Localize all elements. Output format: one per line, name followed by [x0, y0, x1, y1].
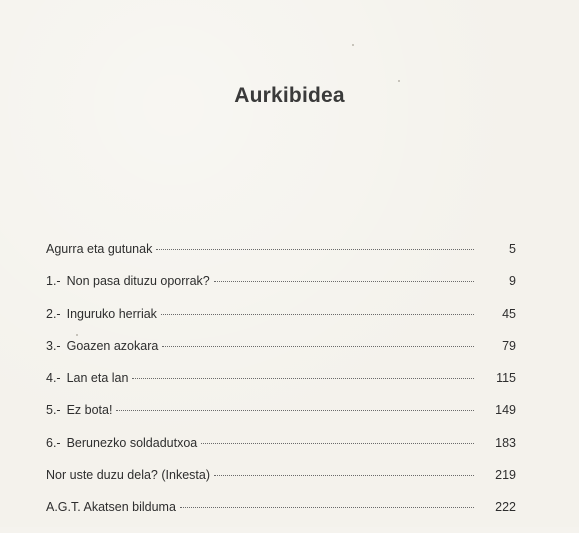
toc-dot-leader: [156, 249, 474, 250]
toc-entry-label: Nor uste duzu dela? (Inkesta): [46, 468, 210, 483]
toc-dot-leader: [162, 346, 474, 347]
toc-entry-label: Agurra eta gutunak: [46, 242, 153, 256]
toc-entry[interactable]: [46, 468, 516, 500]
toc-entry-page: 9: [509, 274, 516, 289]
toc-entry-label: Ez bota!: [66, 403, 113, 418]
toc-entry[interactable]: [46, 339, 516, 371]
toc-entry-page: 149: [495, 403, 516, 418]
toc-entry-number: 2.-: [46, 306, 61, 321]
toc-entry[interactable]: [46, 500, 516, 532]
toc-dot-leader: [116, 410, 474, 411]
toc-entry-label: Lan eta lan: [66, 371, 129, 386]
toc-entry-page: 115: [496, 371, 516, 386]
toc-entry-page: 183: [495, 435, 516, 450]
toc-entry-label: Non pasa dituzu oporrak?: [66, 274, 210, 289]
toc-dot-leader: [214, 475, 474, 476]
toc-entry-number: 4.-: [46, 371, 61, 386]
toc-dot-leader: [161, 314, 474, 315]
toc-dot-leader: [201, 443, 474, 444]
toc-entry-number: 5.-: [46, 403, 61, 418]
paper-speck: [398, 80, 400, 82]
toc-entry-page: 79: [502, 338, 516, 353]
toc-entry-label: A.G.T. Akatsen bilduma: [46, 500, 176, 515]
toc-entry[interactable]: [46, 242, 516, 274]
toc-entry-label: Inguruko herriak: [66, 306, 157, 321]
paper-speck: [352, 44, 354, 46]
toc-entry[interactable]: [46, 436, 516, 468]
table-of-contents: [46, 242, 516, 533]
toc-entry-page: 45: [502, 306, 516, 321]
toc-dot-leader: [214, 281, 474, 282]
toc-dot-leader: [180, 507, 474, 508]
toc-entry[interactable]: [46, 403, 516, 435]
toc-entry-label: Berunezko soldadutxoa: [66, 435, 198, 450]
toc-entry-page: 222: [495, 500, 516, 515]
toc-entry-number: 1.-: [46, 274, 61, 289]
toc-dot-leader: [132, 378, 474, 379]
toc-entry[interactable]: [46, 274, 516, 306]
page-title: Aurkibidea: [234, 84, 345, 108]
toc-entry-page: 219: [495, 468, 516, 483]
toc-entry[interactable]: [46, 307, 516, 339]
toc-entry-page: 5: [509, 242, 516, 256]
toc-entry-number: 3.-: [46, 338, 61, 353]
toc-entry-label: Goazen azokara: [66, 338, 159, 353]
toc-entry-number: 6.-: [46, 435, 61, 450]
toc-entry[interactable]: [46, 371, 516, 403]
